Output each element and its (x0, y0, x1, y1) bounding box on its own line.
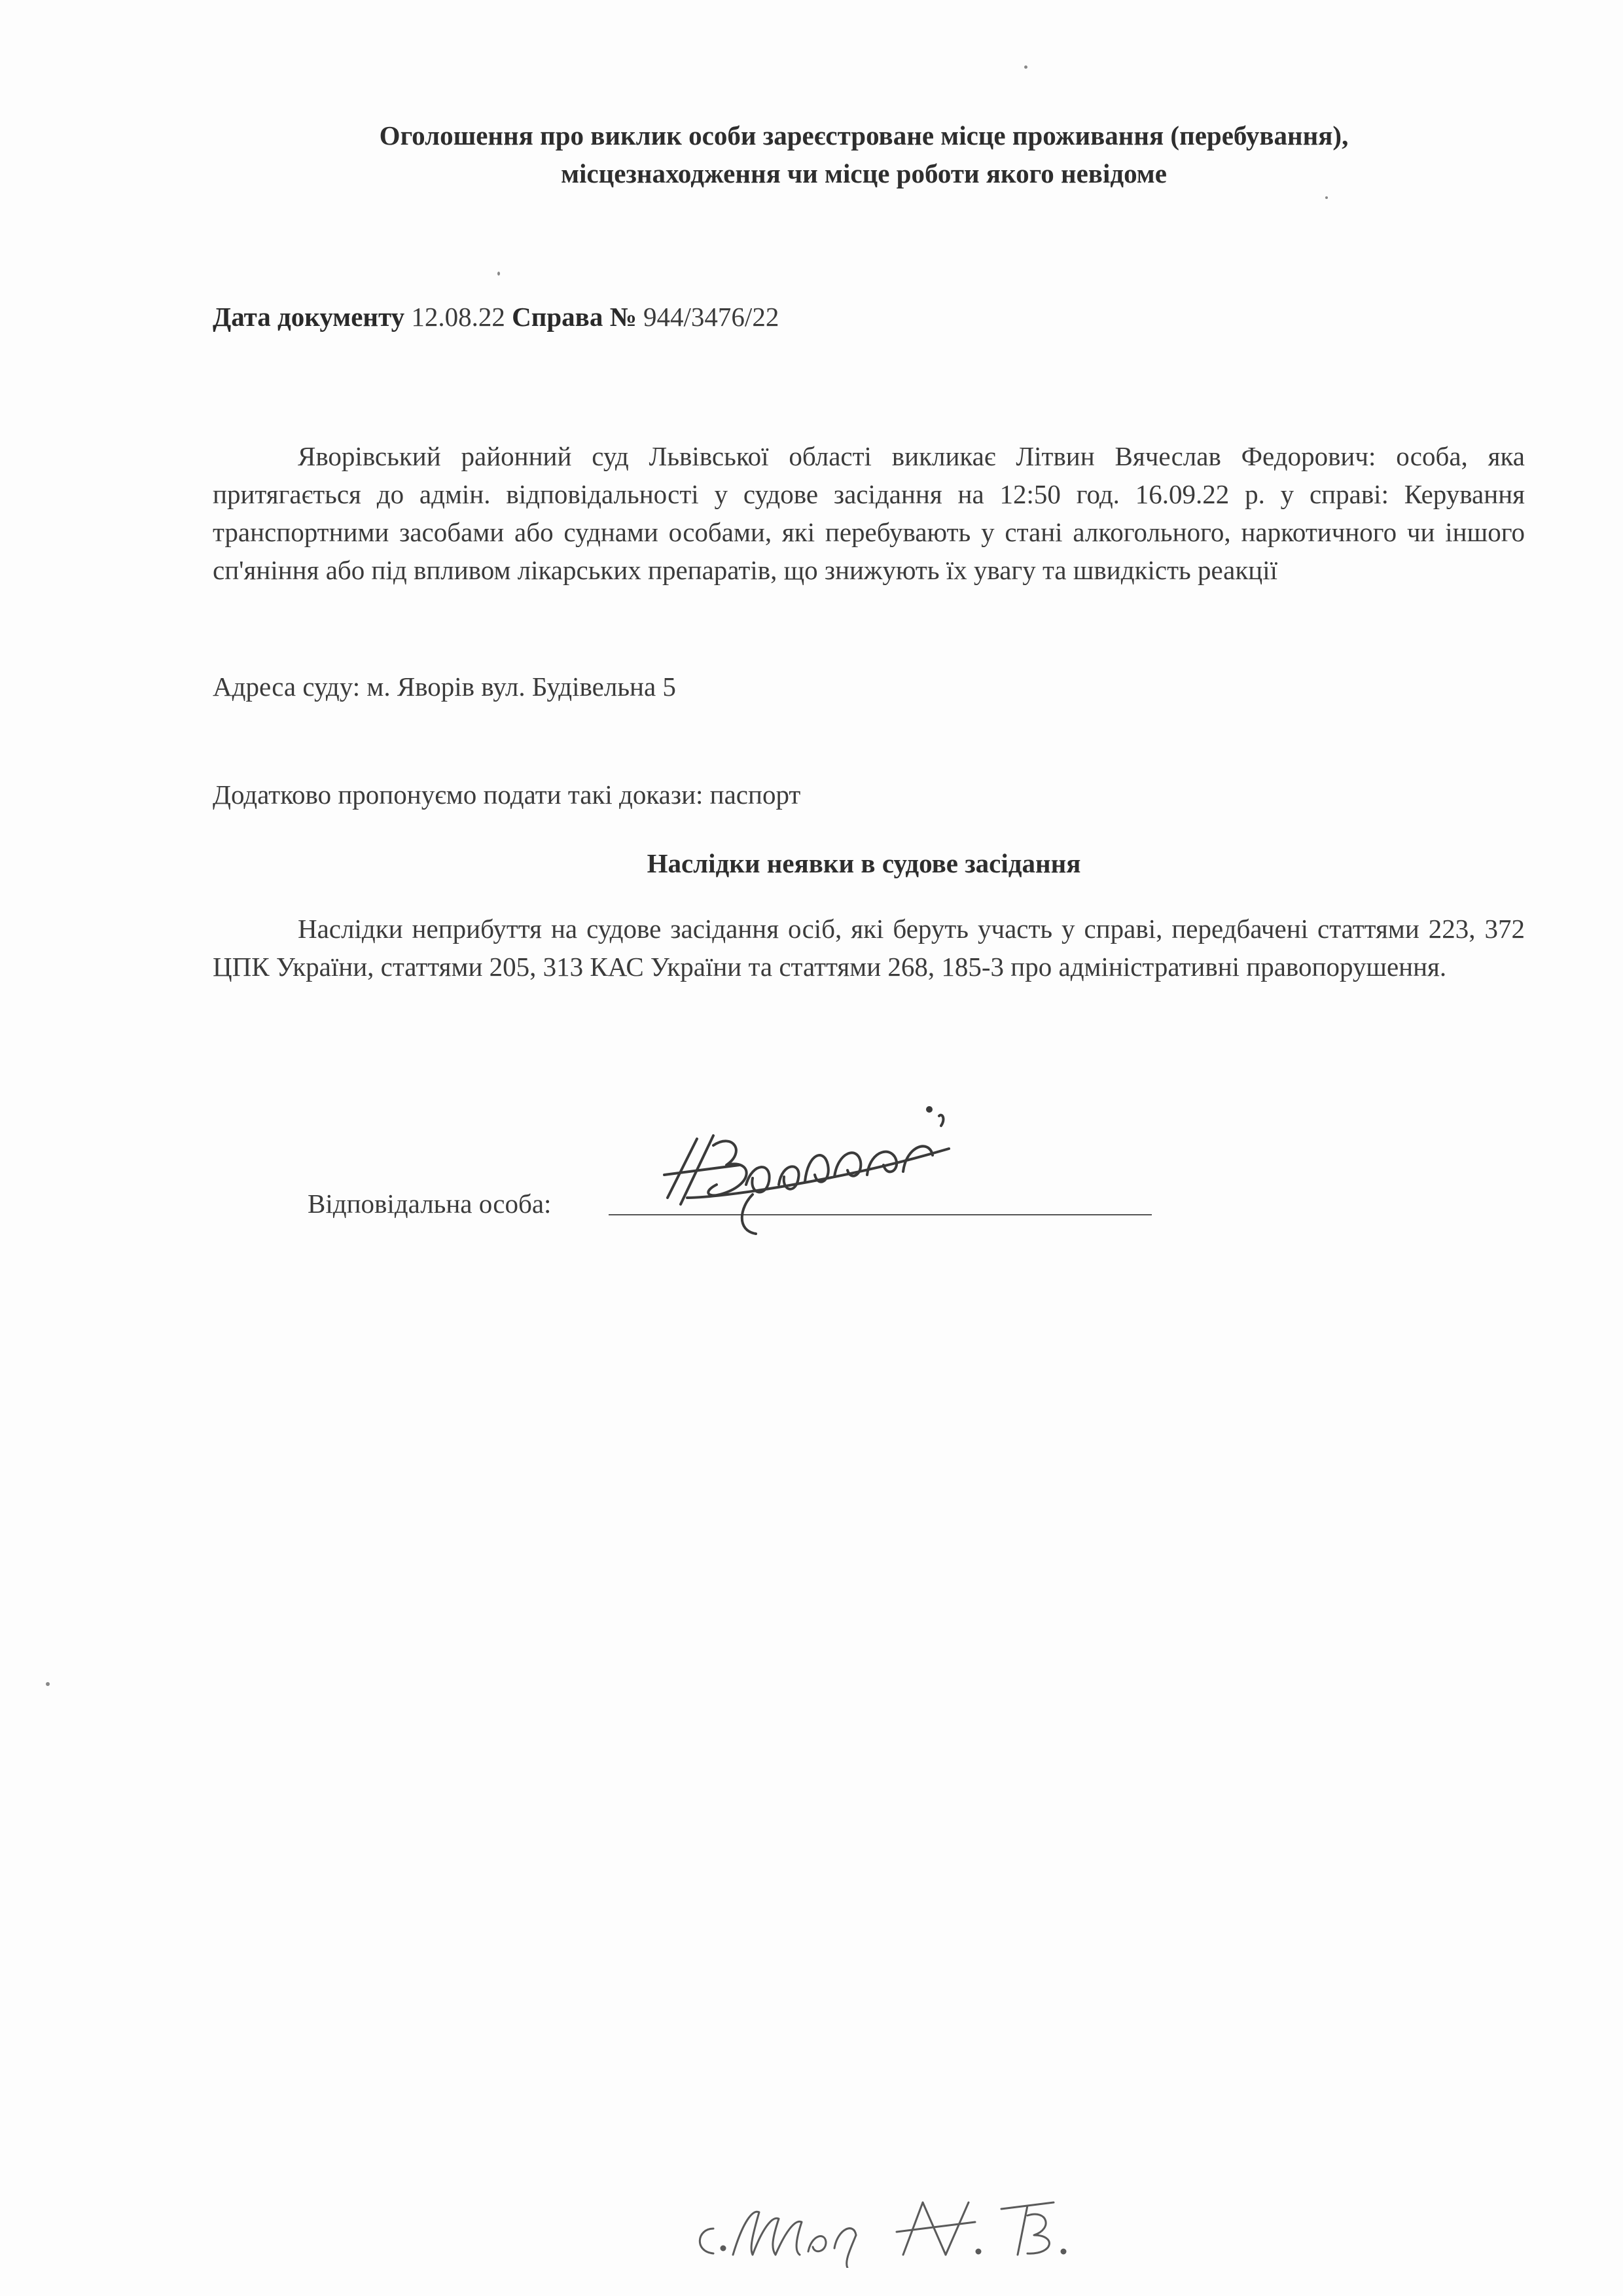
title-line-2: місцезнаходження чи місце роботи якого невідоме (561, 158, 1167, 188)
scan-speck (497, 272, 500, 276)
document-meta-line (213, 298, 779, 336)
date-label: Дата документу (213, 302, 405, 332)
case-label: Справа № (512, 302, 637, 332)
consequences-paragraph: Наслідки неприбуття на судове засідання осіб, які беруть участь у справі, передбачені статтями 223, 372 ЦПК України, статтями 205, 313 КАС України та статтями 268, 185-3 про адміністративні правопорушення. (213, 914, 1525, 982)
scan-speck (46, 1682, 50, 1686)
date-value: 12.08.22 (411, 302, 505, 332)
consequences-heading: Наслідки неявки в судове засідання (647, 848, 1081, 878)
title-line-1: Оголошення про виклик особи зареєстроване місце проживання (перебування), (379, 120, 1349, 151)
handwritten-signature (641, 1100, 982, 1257)
case-value: 944/3476/22 (643, 302, 779, 332)
scan-speck (1024, 65, 1027, 69)
document-title (216, 117, 1512, 192)
scan-speck (1325, 196, 1328, 199)
responsible-person-label: Відповідальна особа: (308, 1189, 552, 1219)
summons-paragraph: Яворівський районний суд Львівської області викликає Літвин Вячеслав Федорович: особа, яка притягається до адмін. відповідальності у судове засідання на 12:50 год. 16.09.22 р. у справі: Керування транспортними засобами або суднами особами, які перебувають у стані алкогольного, наркотичного чи іншого сп'яніння або під впливом лікарських препаратів, що знижують їх увагу та швидкість реакції (213, 441, 1525, 585)
handwritten-note (687, 2183, 1132, 2268)
evidence-note: Додатково пропонуємо подати такі докази: паспорт (213, 780, 801, 810)
court-address: Адреса суду: м. Яворів вул. Будівельна 5 (213, 672, 676, 702)
